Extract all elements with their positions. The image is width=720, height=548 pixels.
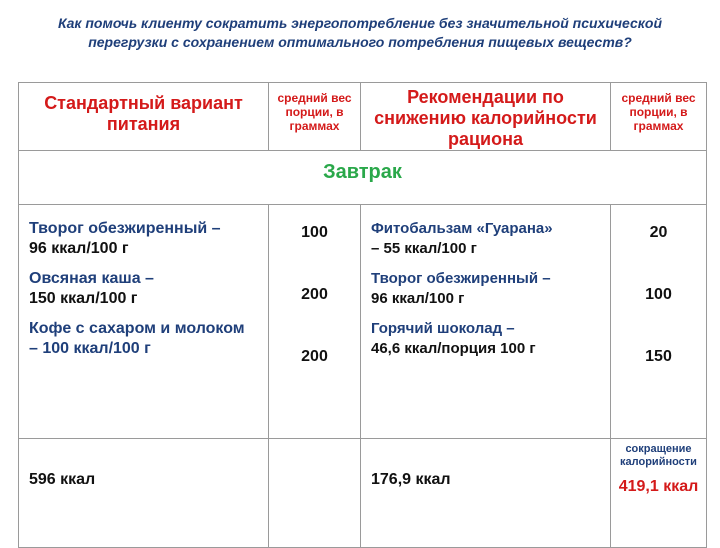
question-title: Как помочь клиенту сократить энергопотребление без значительной психической перегрузки с сохранением оптимального потребления пищевых веществ?: [57, 15, 662, 50]
header-portion-left: средний вес порции, в граммах: [269, 83, 361, 151]
recommended-items-cell: [361, 205, 611, 439]
items-row: [19, 205, 707, 439]
reduction-cell: [611, 439, 707, 548]
portion-value: 20: [649, 224, 668, 241]
diet-comparison-table: [18, 82, 707, 548]
reduction-label: сокращение калорийности: [620, 443, 697, 468]
standard-qty-cell: [269, 205, 361, 439]
header-standard: Стандартный вариант питания: [19, 83, 269, 151]
list-item: Творог обезжиренный – 96 ккал/100 г: [371, 270, 551, 307]
portion-value: 150: [645, 348, 672, 365]
header-portion-right: средний вес порции, в граммах: [611, 83, 707, 151]
list-item: Овсяная каша – 150 ккал/100 г: [29, 270, 154, 307]
reduction-value: 419,1 ккал: [618, 478, 699, 495]
list-item: Кофе с сахаром и молоком – 100 ккал/100 г: [29, 320, 245, 357]
meal-row: [19, 151, 707, 205]
header-recommend: Рекомендации по снижению калорийности рациона: [361, 83, 611, 151]
totals-row: [19, 439, 707, 548]
portion-value: 100: [645, 286, 672, 303]
portion-value: 200: [301, 348, 328, 365]
portion-value: 100: [301, 224, 328, 241]
list-item: Творог обезжиренный – 96 ккал/100 г: [29, 220, 221, 257]
list-item: Горячий шоколад – 46,6 ккал/порция 100 г: [371, 320, 536, 357]
total-recommended: 176,9 ккал: [361, 439, 611, 548]
list-item: Фитобальзам «Гуарана» – 55 ккал/100 г: [371, 220, 553, 257]
portion-value: 200: [301, 286, 328, 303]
standard-items-cell: [19, 205, 269, 439]
total-standard: 596 ккал: [19, 439, 269, 548]
recommended-qty-cell: [611, 205, 707, 439]
header-row: [19, 83, 707, 151]
empty-cell: [269, 439, 361, 548]
meal-title: Завтрак: [19, 151, 707, 205]
